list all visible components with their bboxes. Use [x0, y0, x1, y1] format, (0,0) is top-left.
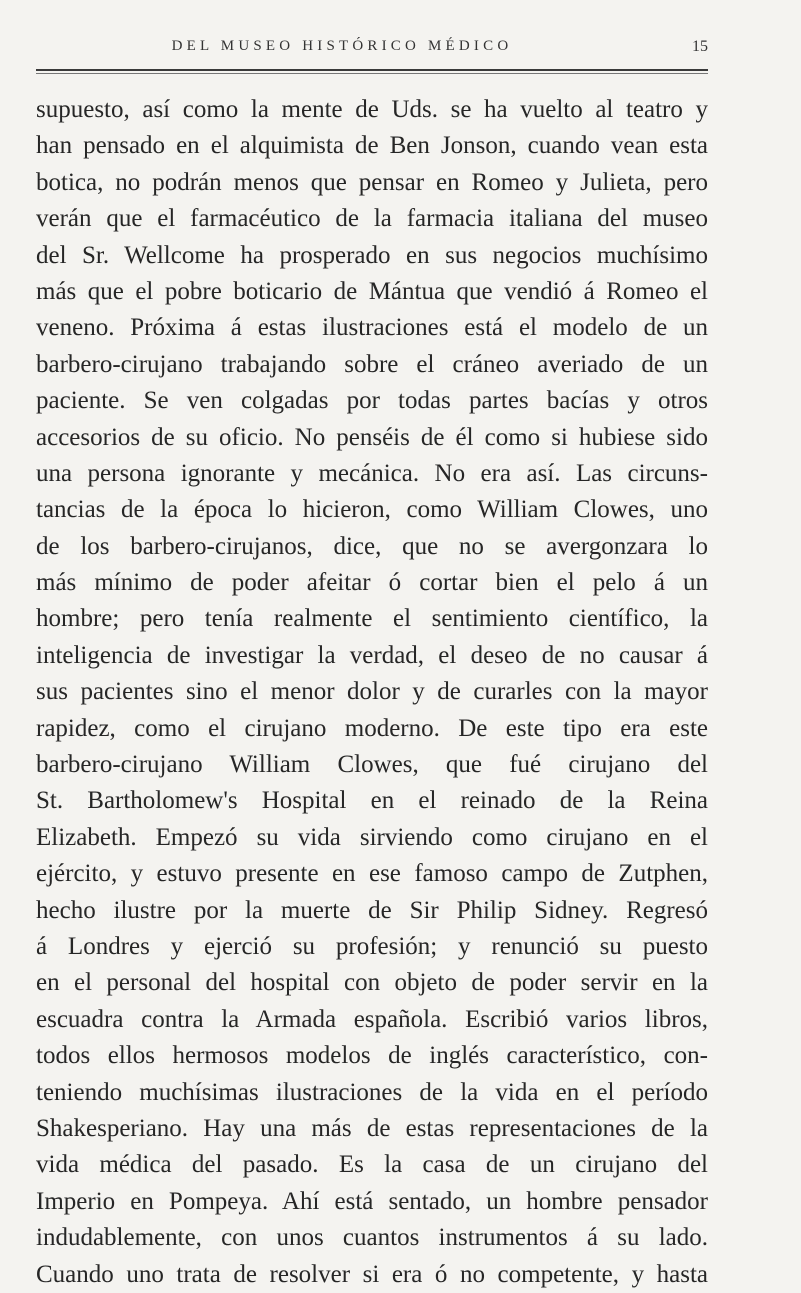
text-line: hombre; pero tenía realmente el sentimiento científico, la	[36, 605, 708, 633]
text-line: Imperio en Pompeya. Ahí está sentado, un hombre pensador	[36, 1187, 708, 1215]
text-line: paciente. Se ven colgadas por todas partes bacías y otros	[36, 387, 708, 415]
running-head-title: DEL MUSEO HISTÓRICO MÉDICO	[171, 38, 513, 54]
header-rule-thin	[36, 73, 708, 74]
body-text	[36, 92, 708, 1293]
text-line: Shakesperiano. Hay una más de estas representaciones de la	[36, 1114, 708, 1142]
text-line: ejército, y estuvo presente en ese famoso campo de Zutphen,	[36, 860, 708, 888]
text-line: han pensado en el alquimista de Ben Jonson, cuando vean esta	[36, 132, 708, 160]
text-line: indudablemente, con unos cuantos instrumentos á su lado.	[36, 1224, 708, 1252]
text-line: más que el pobre boticario de Mántua que vendió á Romeo el	[36, 277, 708, 305]
text-line: una persona ignorante y mecánica. No era así. Las circuns-	[36, 459, 708, 487]
text-line: supuesto, así como la mente de Uds. se ha vuelto al teatro y	[36, 96, 708, 123]
text-line: sus pacientes sino el menor dolor y de curarles con la mayor	[36, 678, 708, 706]
text-line: en el personal del hospital con objeto de poder servir en la	[36, 969, 708, 997]
text-line: vida médica del pasado. Es la casa de un cirujano del	[36, 1151, 708, 1179]
text-line: verán que el farmacéutico de la farmacia italiana del museo	[36, 205, 708, 233]
text-line: escuadra contra la Armada española. Escribió varios libros,	[36, 1005, 708, 1033]
text-line: á Londres y ejerció su profesión; y renunció su puesto	[36, 932, 708, 960]
page-number: 15	[692, 38, 708, 55]
header-rule	[36, 69, 708, 71]
text-line: hecho ilustre por la muerte de Sir Philip Sidney. Regresó	[36, 896, 708, 924]
text-line: del Sr. Wellcome ha prosperado en sus negocios muchísimo	[36, 241, 708, 269]
text-line: St. Bartholomew's Hospital en el reinado de la Reina	[36, 787, 708, 815]
text-line: Cuando uno trata de resolver si era ó no competente, y hasta	[36, 1260, 708, 1288]
running-head	[36, 38, 708, 62]
text-line: inteligencia de investigar la verdad, el deseo de no causar á	[36, 641, 708, 669]
text-line: tancias de la época lo hicieron, como William Clowes, uno	[36, 496, 708, 524]
text-line: todos ellos hermosos modelos de inglés característico, con-	[36, 1042, 708, 1070]
text-line: más mínimo de poder afeitar ó cortar bien el pelo á un	[36, 569, 708, 597]
text-line: de los barbero-cirujanos, dice, que no se avergonzara lo	[36, 532, 708, 560]
text-line: veneno. Próxima á estas ilustraciones está el modelo de un	[36, 314, 708, 342]
text-line: rapidez, como el cirujano moderno. De este tipo era este	[36, 714, 708, 742]
text-line: Elizabeth. Empezó su vida sirviendo como cirujano en el	[36, 823, 708, 851]
text-line: barbero-cirujano William Clowes, que fué cirujano del	[36, 751, 708, 779]
text-line: teniendo muchísimas ilustraciones de la vida en el período	[36, 1078, 708, 1106]
text-line: botica, no podrán menos que pensar en Romeo y Julieta, pero	[36, 168, 708, 196]
text-line: accesorios de su oficio. No penséis de él como si hubiese sido	[36, 423, 708, 451]
text-line: barbero-cirujano trabajando sobre el cráneo averiado de un	[36, 350, 708, 378]
